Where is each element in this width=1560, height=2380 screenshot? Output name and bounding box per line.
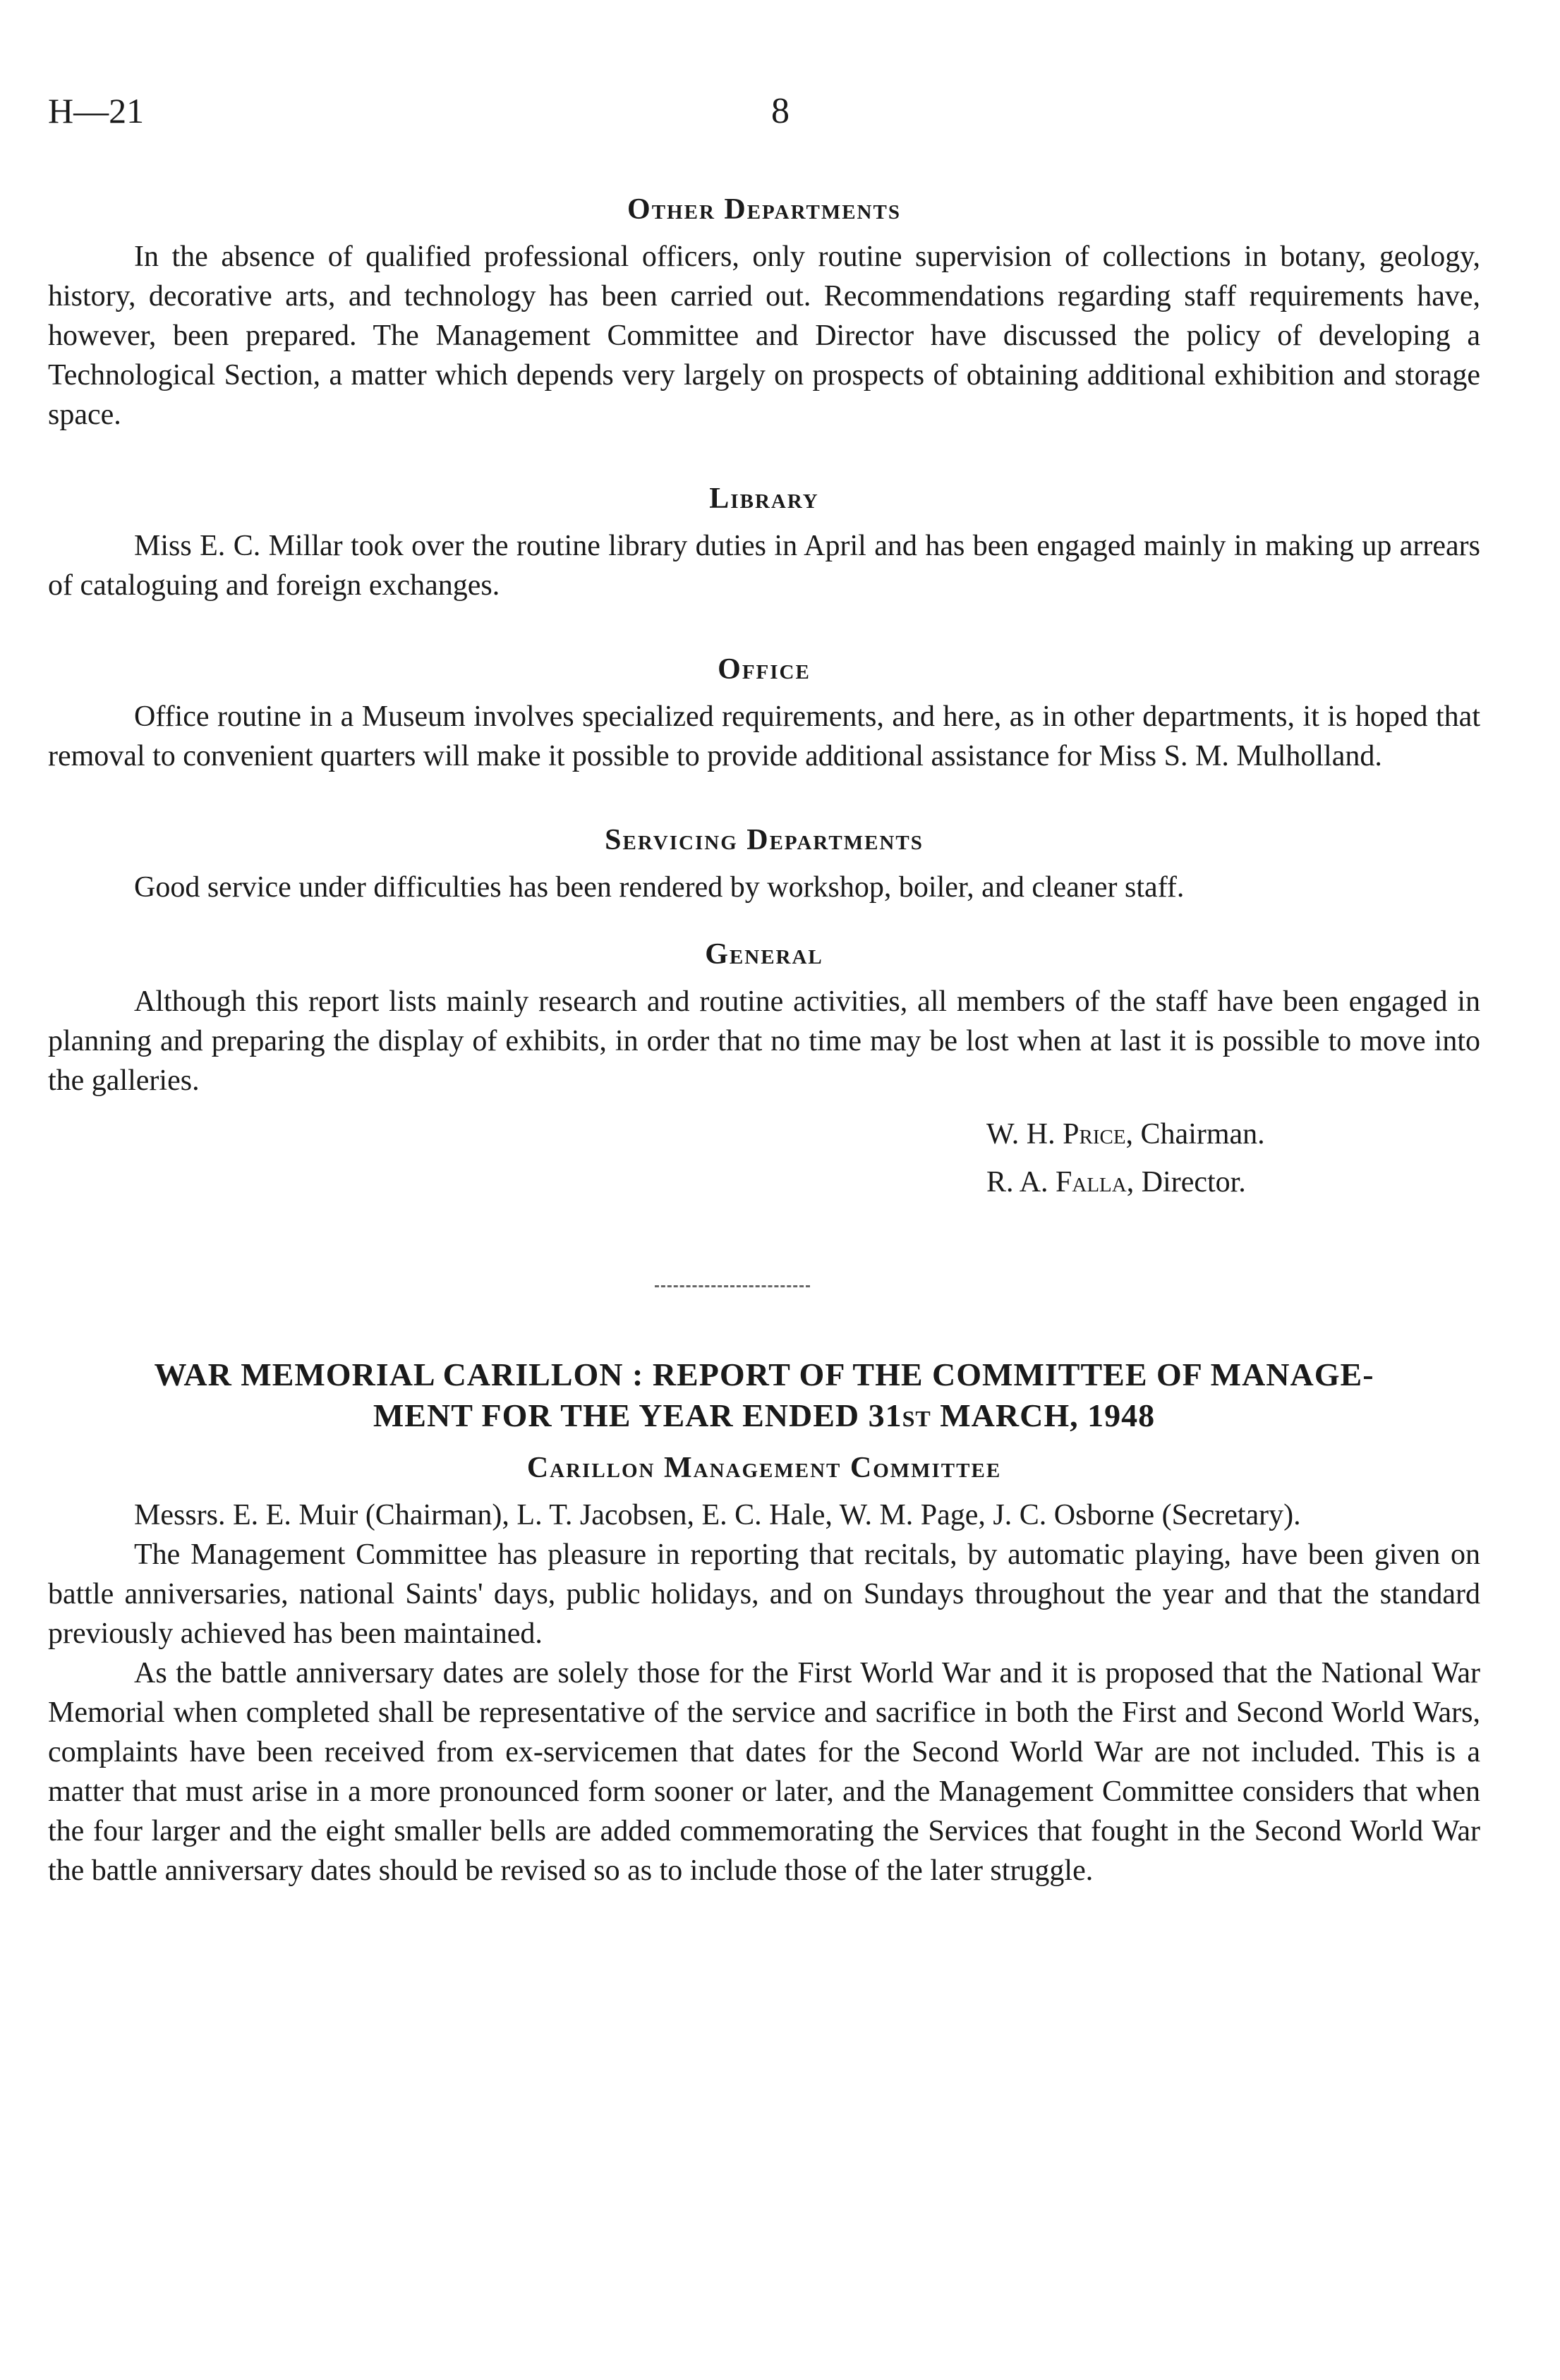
signatory-title: , Director. — [1126, 1166, 1246, 1198]
signature-block — [48, 1110, 1480, 1206]
document-code: H—21 — [48, 91, 145, 130]
section-office — [48, 650, 1480, 776]
signatory-name: W. H. Price — [986, 1118, 1126, 1150]
carillon-report — [48, 1354, 1480, 1890]
page-header — [48, 90, 1466, 140]
section-paragraph: In the absence of qualified professional officers, only routine supervision of collections in botany, geology, history, decorative arts, and technology has been carried out. Recommendations regarding staff requirements have, however, been prepared. The Management Committee and Director have discussed the policy of developing a Technological Section, a matter which depends very largely on prospects of obtaining additional exhibition and storage space. — [48, 241, 1480, 431]
section-other-departments — [48, 190, 1480, 435]
section-paragraph: Good service under difficulties has been rendered by workshop, boiler, and cleaner staff. — [134, 871, 1185, 904]
page-number: 8 — [771, 91, 790, 131]
signature-chairman — [986, 1110, 1480, 1158]
section-servicing-departments — [48, 821, 1480, 907]
signatory-name: R. A. Falla — [986, 1166, 1127, 1198]
section-paragraph: Although this report lists mainly research and routine activities, all members of the staff have been engaged in planning and preparing the display of exhibits, in order that no time may be lost when at last it is possible to move into the galleries. — [48, 985, 1480, 1097]
section-heading: Servicing Departments — [605, 824, 924, 856]
signature-director — [986, 1158, 1480, 1206]
section-heading: Office — [718, 653, 811, 686]
section-heading: Other Departments — [627, 193, 901, 226]
report-title-line-1: WAR MEMORIAL CARILLON : REPORT OF THE COMMITTEE OF MANAGE- — [154, 1356, 1374, 1392]
committee-heading: Carillon Management Committee — [526, 1452, 1002, 1484]
report-title-line-2: MENT FOR THE YEAR ENDED 31ST MARCH, 1948 — [373, 1397, 1156, 1433]
section-paragraph: Office routine in a Museum involves specialized requirements, and here, as in other departments, it is hoped that removal to convenient quarters will make it possible to provide additional assistance for Miss S. M. Mulholland. — [48, 700, 1480, 772]
report-paragraph: The Management Committee has pleasure in reporting that recitals, by automatic playing, have been given on battle anniversaries, national Saints' days, public holidays, and on Sundays throughout the year and that the standard previously achieved has been maintained. — [48, 1538, 1480, 1650]
page-content — [48, 190, 1480, 1890]
report-paragraph: As the battle anniversary dates are solely those for the First World War and it is proposed that the National War Memorial when completed shall be representative of the service and sacrifice in both the First and Second World Wars, complaints have been received from ex-servicemen that dates for the Second World War are not included. This is a matter that must arise in a more pronounced form sooner or later, and the Management Committee considers that when the four larger and the eight smaller bells are added commemorating the Services that fought in the Second World War the battle anniversary dates should be revised so as to include those of the later struggle. — [48, 1657, 1480, 1887]
section-divider — [655, 1285, 810, 1287]
signatory-title: , Chairman. — [1125, 1118, 1265, 1150]
section-general — [48, 935, 1480, 1100]
section-paragraph: Miss E. C. Millar took over the routine library duties in April and has been engaged mainly in making up arrears of cataloguing and foreign exchanges. — [48, 530, 1480, 602]
section-heading: Library — [709, 482, 819, 515]
committee-members: Messrs. E. E. Muir (Chairman), L. T. Jacobsen, E. C. Hale, W. M. Page, J. C. Osborne (Secretary). — [134, 1499, 1301, 1531]
report-title — [48, 1354, 1480, 1439]
section-library — [48, 480, 1480, 605]
section-divider-area — [48, 1206, 1480, 1312]
section-heading: General — [705, 938, 823, 971]
